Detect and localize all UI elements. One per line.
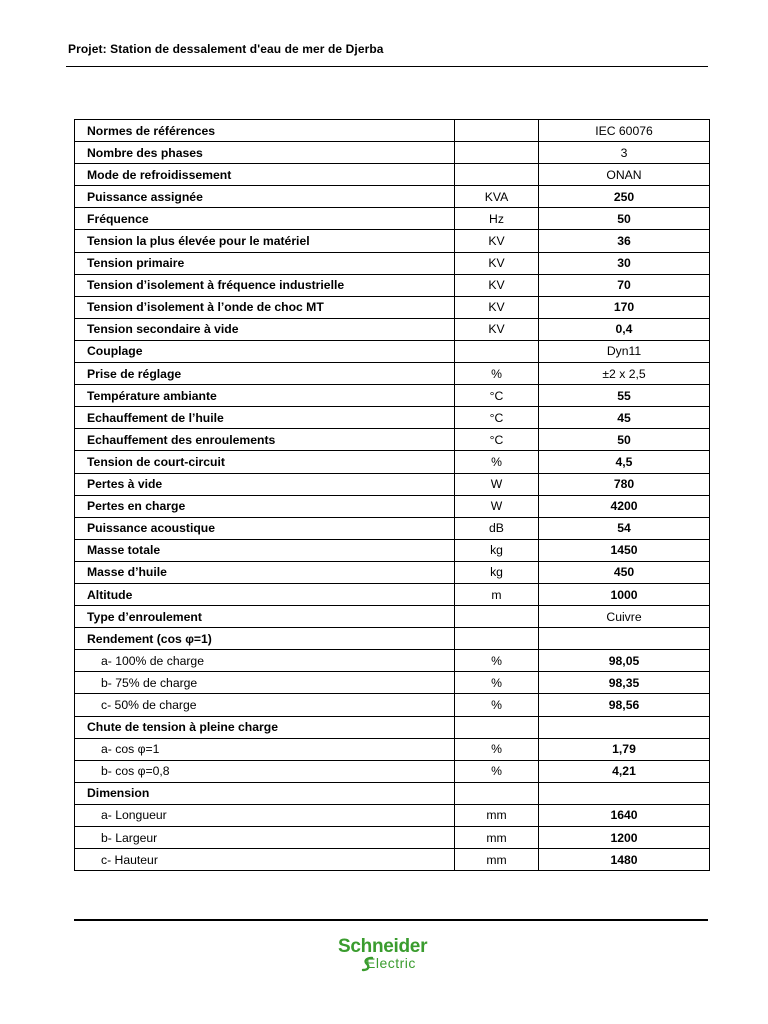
spec-label-cell: b- cos φ=0,8 (75, 760, 455, 782)
spec-label-cell: a- Longueur (75, 804, 455, 826)
spec-label-cell: Rendement (cos φ=1) (75, 628, 455, 650)
spec-value-cell: 170 (539, 296, 710, 318)
spec-label-cell: Type d’enroulement (75, 606, 455, 628)
spec-unit-cell: % (455, 363, 539, 385)
spec-label-cell: Pertes à vide (75, 473, 455, 495)
spec-value-cell: 45 (539, 407, 710, 429)
table-row (75, 738, 710, 760)
table-row (75, 517, 710, 539)
table-row (75, 760, 710, 782)
specification-table-body (75, 120, 710, 871)
spec-value-cell: IEC 60076 (539, 120, 710, 142)
table-row (75, 340, 710, 362)
spec-label-cell: Puissance assignée (75, 186, 455, 208)
spec-unit-cell: KV (455, 230, 539, 252)
spec-label-cell: Température ambiante (75, 385, 455, 407)
spec-label-cell: Pertes en charge (75, 495, 455, 517)
spec-label-cell: c- 50% de charge (75, 694, 455, 716)
spec-unit-cell: % (455, 738, 539, 760)
spec-unit-cell: KV (455, 318, 539, 340)
table-row (75, 628, 710, 650)
spec-unit-cell: W (455, 495, 539, 517)
table-row (75, 782, 710, 804)
spec-label-cell: b- Largeur (75, 827, 455, 849)
table-row (75, 252, 710, 274)
spec-value-cell: 1450 (539, 539, 710, 561)
spec-value-cell: Cuivre (539, 606, 710, 628)
table-row (75, 473, 710, 495)
spec-label-cell: Tension de court-circuit (75, 451, 455, 473)
spec-unit-cell: kg (455, 561, 539, 583)
spec-unit-cell: KV (455, 296, 539, 318)
spec-unit-cell: KV (455, 274, 539, 296)
spec-unit-cell: % (455, 650, 539, 672)
table-row (75, 672, 710, 694)
table-row (75, 363, 710, 385)
table-row (75, 318, 710, 340)
spec-unit-cell (455, 340, 539, 362)
spec-label-cell: Puissance acoustique (75, 517, 455, 539)
spec-value-cell: 4200 (539, 495, 710, 517)
spec-label-cell: c- Hauteur (75, 849, 455, 871)
table-row (75, 539, 710, 561)
spec-value-cell: 1480 (539, 849, 710, 871)
spec-label-cell: Fréquence (75, 208, 455, 230)
table-row (75, 650, 710, 672)
spec-label-cell: Echauffement des enroulements (75, 429, 455, 451)
specification-table (74, 119, 710, 871)
logo-text-electric: Electric (366, 955, 416, 971)
spec-unit-cell: m (455, 583, 539, 605)
table-row (75, 716, 710, 738)
spec-label-cell: Tension la plus élevée pour le matériel (75, 230, 455, 252)
spec-value-cell (539, 716, 710, 738)
schneider-electric-logo (336, 936, 446, 976)
header-divider (66, 66, 708, 67)
spec-value-cell: 1,79 (539, 738, 710, 760)
table-row (75, 827, 710, 849)
spec-unit-cell: dB (455, 517, 539, 539)
logo-text-schneider: Schneider (338, 936, 428, 957)
spec-unit-cell (455, 628, 539, 650)
spec-value-cell: 98,35 (539, 672, 710, 694)
spec-unit-cell: Hz (455, 208, 539, 230)
table-row (75, 561, 710, 583)
spec-value-cell: 0,4 (539, 318, 710, 340)
document-title: Projet: Station de dessalement d'eau de mer de Djerba (68, 42, 384, 56)
table-row (75, 296, 710, 318)
spec-value-cell: 55 (539, 385, 710, 407)
table-row (75, 208, 710, 230)
spec-value-cell: 1000 (539, 583, 710, 605)
table-row (75, 583, 710, 605)
spec-label-cell: Nombre des phases (75, 142, 455, 164)
spec-value-cell: 1200 (539, 827, 710, 849)
spec-unit-cell: °C (455, 385, 539, 407)
spec-value-cell: ONAN (539, 164, 710, 186)
spec-label-cell: Tension d’isolement à l’onde de choc MT (75, 296, 455, 318)
spec-label-cell: Echauffement de l’huile (75, 407, 455, 429)
spec-unit-cell: °C (455, 407, 539, 429)
spec-value-cell (539, 782, 710, 804)
spec-value-cell: 36 (539, 230, 710, 252)
table-row (75, 385, 710, 407)
spec-label-cell: Tension d’isolement à fréquence industrielle (75, 274, 455, 296)
spec-unit-cell (455, 142, 539, 164)
table-row (75, 142, 710, 164)
spec-value-cell: 4,5 (539, 451, 710, 473)
spec-unit-cell (455, 120, 539, 142)
spec-unit-cell: % (455, 694, 539, 716)
table-row (75, 495, 710, 517)
spec-value-cell: 250 (539, 186, 710, 208)
spec-unit-cell: % (455, 451, 539, 473)
spec-label-cell: Masse d’huile (75, 561, 455, 583)
spec-value-cell: 54 (539, 517, 710, 539)
spec-label-cell: Mode de refroidissement (75, 164, 455, 186)
spec-unit-cell: mm (455, 804, 539, 826)
spec-label-cell: Normes de références (75, 120, 455, 142)
table-row (75, 606, 710, 628)
spec-unit-cell (455, 782, 539, 804)
spec-unit-cell: KVA (455, 186, 539, 208)
table-row (75, 230, 710, 252)
spec-label-cell: Altitude (75, 583, 455, 605)
spec-value-cell: 98,56 (539, 694, 710, 716)
table-row (75, 804, 710, 826)
table-row (75, 451, 710, 473)
spec-unit-cell: W (455, 473, 539, 495)
spec-unit-cell (455, 716, 539, 738)
spec-value-cell: 98,05 (539, 650, 710, 672)
spec-unit-cell: mm (455, 827, 539, 849)
spec-unit-cell: % (455, 760, 539, 782)
spec-value-cell: 450 (539, 561, 710, 583)
table-row (75, 849, 710, 871)
spec-value-cell: 70 (539, 274, 710, 296)
spec-unit-cell: kg (455, 539, 539, 561)
spec-label-cell: Chute de tension à pleine charge (75, 716, 455, 738)
spec-label-cell: Dimension (75, 782, 455, 804)
spec-value-cell: 780 (539, 473, 710, 495)
spec-label-cell: a- 100% de charge (75, 650, 455, 672)
spec-label-cell: b- 75% de charge (75, 672, 455, 694)
table-row (75, 274, 710, 296)
spec-value-cell (539, 628, 710, 650)
spec-unit-cell: mm (455, 849, 539, 871)
spec-value-cell: 50 (539, 429, 710, 451)
spec-label-cell: a- cos φ=1 (75, 738, 455, 760)
spec-value-cell: 3 (539, 142, 710, 164)
spec-unit-cell: °C (455, 429, 539, 451)
table-row (75, 164, 710, 186)
spec-value-cell: 4,21 (539, 760, 710, 782)
footer-divider (74, 919, 708, 921)
spec-label-cell: Prise de réglage (75, 363, 455, 385)
spec-unit-cell (455, 164, 539, 186)
table-row (75, 694, 710, 716)
spec-label-cell: Couplage (75, 340, 455, 362)
spec-value-cell: 50 (539, 208, 710, 230)
spec-value-cell: 1640 (539, 804, 710, 826)
spec-unit-cell: % (455, 672, 539, 694)
spec-value-cell: 30 (539, 252, 710, 274)
spec-label-cell: Tension secondaire à vide (75, 318, 455, 340)
spec-unit-cell: KV (455, 252, 539, 274)
spec-label-cell: Masse totale (75, 539, 455, 561)
table-row (75, 120, 710, 142)
table-row (75, 186, 710, 208)
table-row (75, 429, 710, 451)
spec-value-cell: ±2 x 2,5 (539, 363, 710, 385)
spec-unit-cell (455, 606, 539, 628)
table-row (75, 407, 710, 429)
spec-value-cell: Dyn11 (539, 340, 710, 362)
spec-label-cell: Tension primaire (75, 252, 455, 274)
